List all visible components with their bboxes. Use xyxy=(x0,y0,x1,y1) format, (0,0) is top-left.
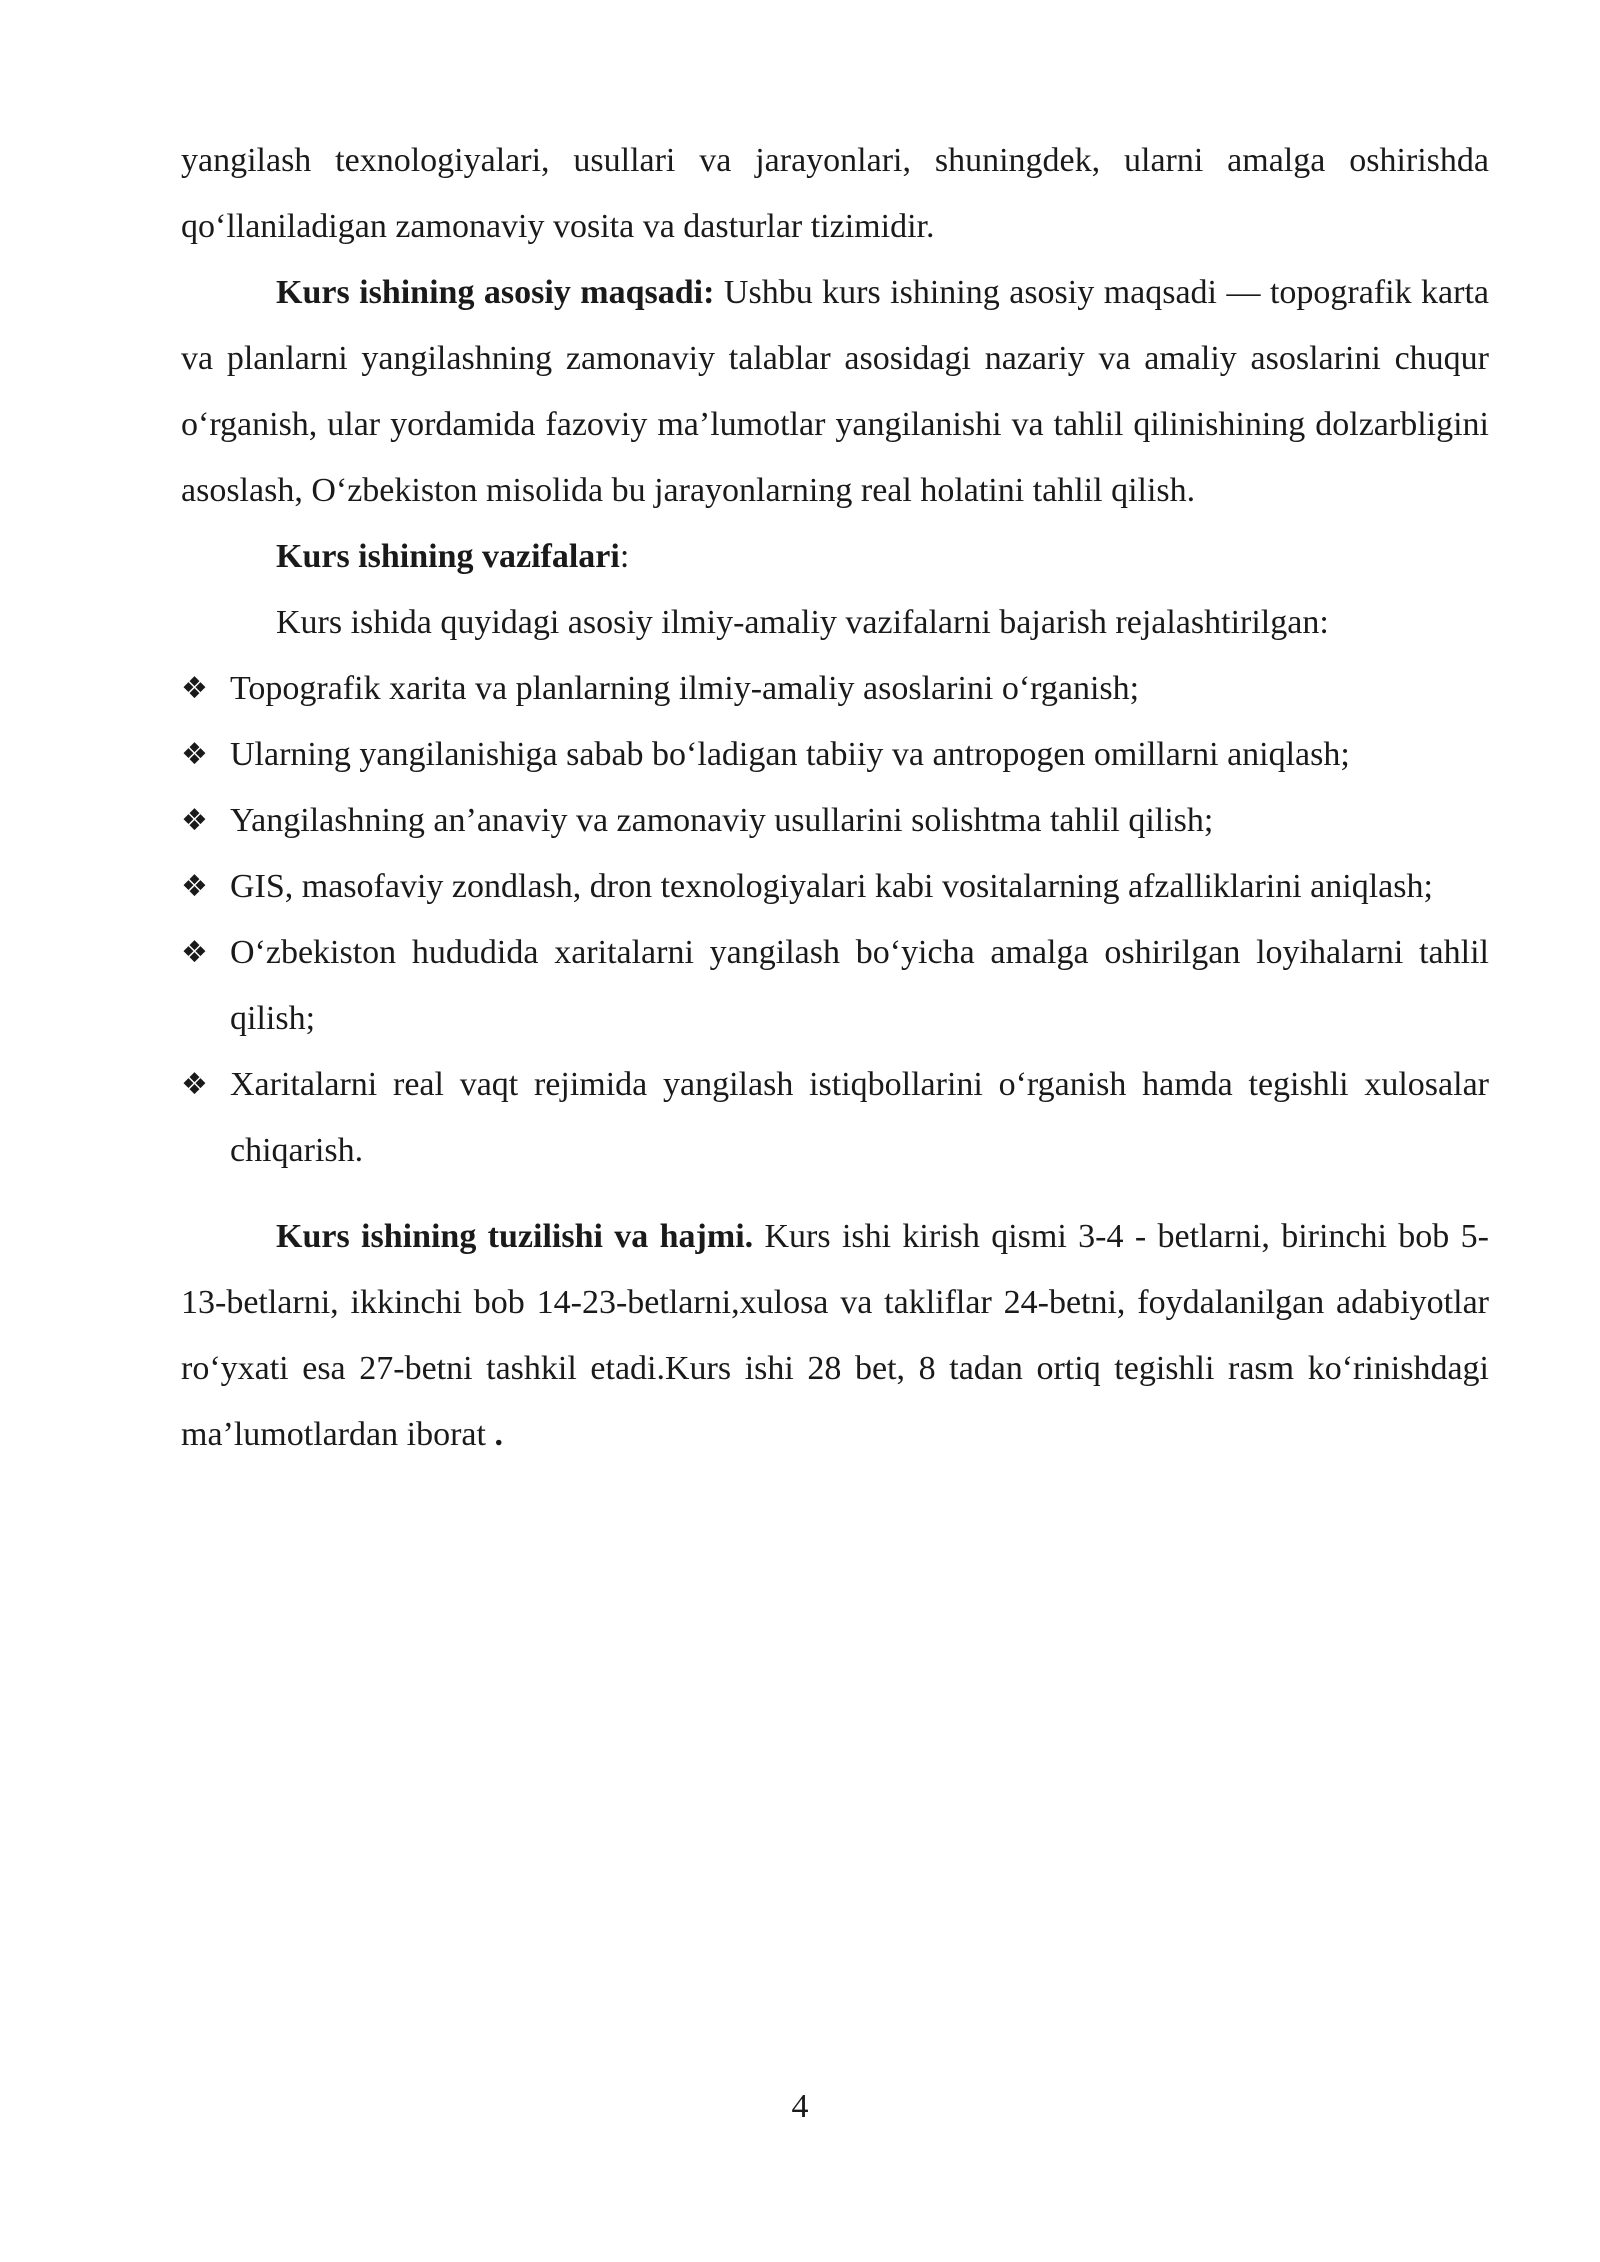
list-item xyxy=(181,920,1489,1052)
aim-text: Ushbu kurs ishining asosiy maqsadi — topografik karta va planlarni yangilashning zamonaviy talablar asosidagi nazariy va amaliy asoslarini chuqur o‘rganish, ular yordamida fazoviy ma’lumotlar yangilanishi va tahlil qilinishining dolzarbligini asoslash, O‘zbekiston misolida bu jarayonlarning real holatini tahlil qilish. xyxy=(181,274,1489,509)
structure-paragraph xyxy=(181,1204,1489,1468)
intro-continuation-paragraph: yangilash texnologiyalari, usullari va jarayonlari, shuningdek, ularni amalga oshirishda qo‘llaniladigan zamonaviy vosita va dasturlar tizimidir. xyxy=(181,142,1489,245)
tasks-intro: Kurs ishida quyidagi asosiy ilmiy-amaliy vazifalarni bajarish rejalashtirilgan: xyxy=(276,604,1329,641)
diamond-bullet-icon: ❖ xyxy=(181,737,208,772)
diamond-bullet-icon: ❖ xyxy=(181,935,208,970)
list-item-text: Ularning yangilanishiga sabab bo‘ladigan tabiiy va antropogen omillarni aniqlash; xyxy=(230,736,1350,773)
tasks-heading-colon: : xyxy=(619,538,630,575)
structure-end-mark: . xyxy=(494,1416,503,1453)
diamond-bullet-icon: ❖ xyxy=(181,869,208,904)
list-item-text: GIS, masofaviy zondlash, dron texnologiyalari kabi vositalarning afzalliklarini aniqlash; xyxy=(230,868,1433,905)
diamond-bullet-icon: ❖ xyxy=(181,671,208,706)
tasks-list xyxy=(181,656,1489,1184)
aim-paragraph xyxy=(181,260,1489,524)
document-page xyxy=(181,128,1489,1468)
structure-text: Kurs ishi kirish qismi 3-4 - betlarni, birinchi bob 5-13-betlarni, ikkinchi bob 14-23-betlarni,xulosa va takliflar 24-betni, foydalanilgan adabiyotlar ro‘yxati esa 27-betni tashkil etadi.Kurs ishi 28 bet, 8 tadan ortiq tegishli rasm ko‘rinishdagi ma’lumotlardan iborat xyxy=(181,1218,1489,1453)
structure-heading: Kurs ishining tuzilishi va hajmi. xyxy=(276,1218,754,1255)
list-item-text: O‘zbekiston hududida xaritalarni yangilash bo‘yicha amalga oshirilgan loyihalarni tahlil qilish; xyxy=(230,934,1489,1037)
list-item-text: Topografik xarita va planlarning ilmiy-amaliy asoslarini o‘rganish; xyxy=(230,670,1140,707)
list-item xyxy=(181,788,1489,854)
list-item xyxy=(181,854,1489,920)
section-gap xyxy=(181,1184,1489,1204)
diamond-bullet-icon: ❖ xyxy=(181,1067,208,1102)
list-item-text: Xaritalarni real vaqt rejimida yangilash istiqbollarini o‘rganish hamda tegishli xulosalar chiqarish. xyxy=(230,1066,1489,1169)
aim-heading: Kurs ishining asosiy maqsadi: xyxy=(276,274,715,311)
tasks-heading: Kurs ishining vazifalari xyxy=(276,538,620,575)
list-item xyxy=(181,656,1489,722)
diamond-bullet-icon: ❖ xyxy=(181,803,208,838)
tasks-heading-line xyxy=(181,524,1489,590)
list-item-text: Yangilashning an’anaviy va zamonaviy usullarini solishtma tahlil qilish; xyxy=(230,802,1214,839)
list-item xyxy=(181,722,1489,788)
page-number: 4 xyxy=(791,2088,809,2125)
list-item xyxy=(181,1052,1489,1184)
